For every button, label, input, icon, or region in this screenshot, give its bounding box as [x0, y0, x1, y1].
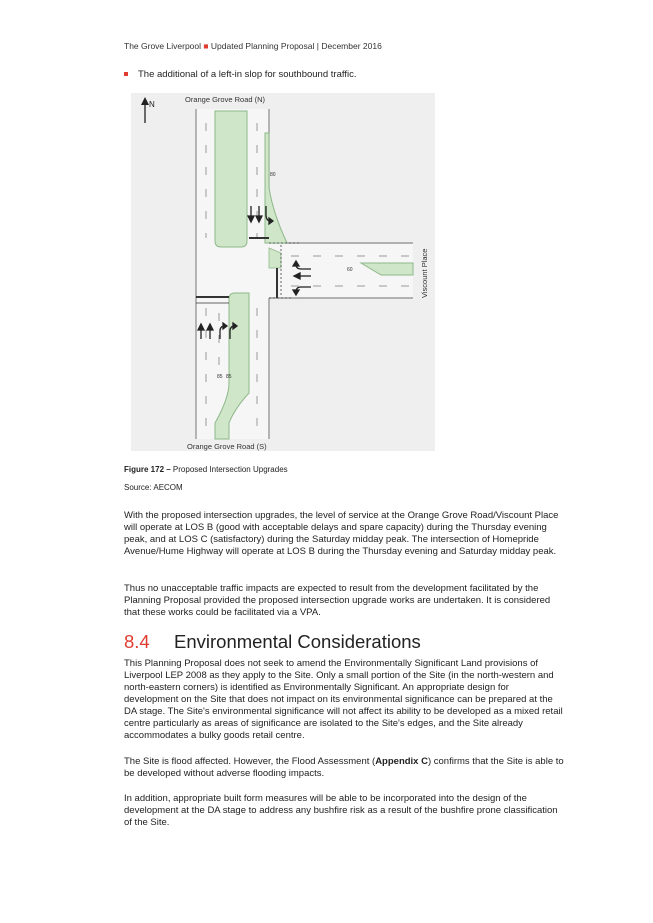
bullet-text: The additional of a left-in slop for southbound traffic.	[138, 69, 357, 80]
road-north-label: Orange Grove Road (N)	[185, 95, 266, 104]
paragraph-flood	[124, 756, 564, 780]
flood-text-pre: The Site is flood affected. However, the Flood Assessment (	[124, 756, 376, 767]
north-median	[215, 111, 247, 247]
appendix-reference: Appendix C	[375, 756, 428, 767]
intersection-diagram	[131, 93, 435, 451]
bullet-marker	[124, 72, 128, 76]
length-label-east: 60	[347, 267, 353, 273]
road-east-label: Viscount Place	[420, 248, 429, 298]
paragraph-bushfire: In addition, appropriate built form measures will be able to be incorporated into the design of the development at the DA stage to address any bushfire risk as a result of the bushfire prone classification of the Site.	[124, 793, 558, 828]
flood-text-post: ) confirms that the Site is able to be developed without adverse flooding impacts.	[124, 756, 564, 779]
header-doc: The Grove Liverpool	[124, 41, 202, 51]
running-header	[124, 41, 382, 51]
caption-number: Figure 172 –	[124, 465, 171, 474]
section-number: 8.4	[124, 631, 150, 652]
length-label-south-2: 85	[226, 374, 232, 380]
header-rest: Updated Planning Proposal | December 2016	[210, 41, 382, 51]
road-south-label: Orange Grove Road (S)	[187, 442, 267, 451]
caption-text: Proposed Intersection Upgrades	[172, 465, 288, 474]
section-heading	[124, 631, 421, 653]
bullet-item	[124, 69, 356, 80]
length-label-south-1: 85	[217, 374, 223, 380]
paragraph-environmental: This Planning Proposal does not seek to amend the Environmentally Significant Land provisions of Liverpool LEP 2008 as they apply to the Site. Only a small portion of the Site (in the north-western and north-eastern corners) is identified as Environmentally Significant. An appropriate design for development on the Site that does not impact on its environmental significance can be prepared at the DA stage. The Site's environmental significance will not affect its ability to be developed as a mixed retail centre particularly as areas of significance are isolated to the Site's edges, and the Site already accommodates a bulky goods retail centre.	[124, 658, 563, 741]
north-label: N	[149, 100, 155, 109]
figure-caption	[124, 465, 288, 474]
header-separator: ■	[203, 41, 209, 51]
paragraph-los: With the proposed intersection upgrades, the level of service at the Orange Grove Road/Viscount Place will operate at LOS B (good with acceptable delays and spare capacity) during the Thursday evening peak, and at LOS C (satisfactory) during the Saturday midday peak. The intersection of Homepride Avenue/Hume Highway will operate at LOS B during the Thursday evening and Saturday midday peak.	[124, 510, 559, 557]
section-title: Environmental Considerations	[174, 631, 421, 652]
paragraph-traffic-impacts: Thus no unacceptable traffic impacts are expected to result from the development facilitated by the Planning Proposal provided the proposed intersection upgrade works are undertaken. It is considered that these works could be facilitated via a VPA.	[124, 583, 551, 618]
length-label-north: 80	[270, 172, 276, 178]
figure-source: Source: AECOM	[124, 483, 183, 492]
